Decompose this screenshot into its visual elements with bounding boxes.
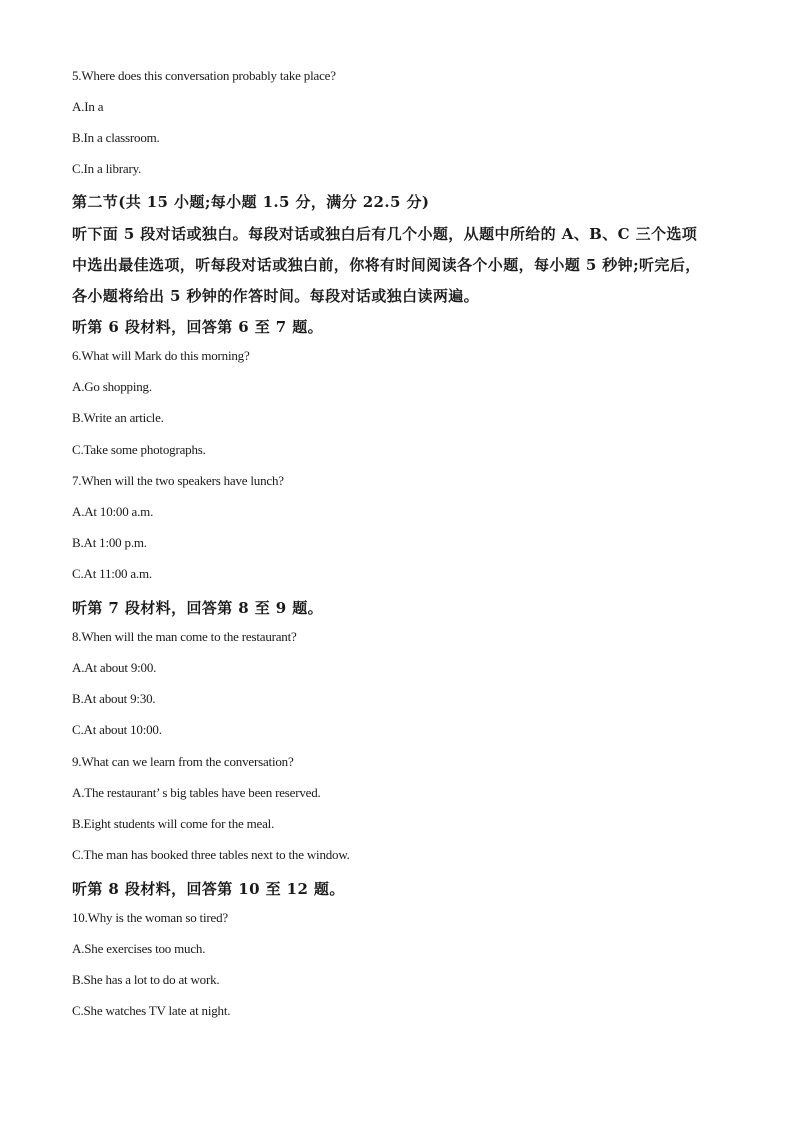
option-7a: A.At 10:00 a.m. — [72, 504, 154, 519]
option-9c: C.The man has booked three tables next to the window. — [72, 847, 350, 862]
option-8c: C.At about 10:00. — [72, 722, 162, 737]
question-6-text: 6.What will Mark do this morning? — [72, 348, 250, 363]
option-5b: B.In a classroom. — [72, 130, 160, 145]
option-10b: B.She has a lot to do at work. — [72, 972, 220, 987]
material-6-heading: 听第 6 段材料，回答第 6 至 7 题。 — [72, 318, 324, 336]
instructions-line-1: 听下面 5 段对话或独白。每段对话或独白后有几个小题，从题中所给的 A、B、C 三个选项 — [72, 225, 698, 243]
option-6a: A.Go shopping. — [72, 379, 152, 394]
option-5c: C.In a library. — [72, 161, 142, 176]
option-6c: C.Take some photographs. — [72, 442, 206, 457]
question-8-text: 8.When will the man come to the restaurant? — [72, 629, 297, 644]
question-10-text: 10.Why is the woman so tired? — [72, 910, 228, 925]
instructions-line-2: 中选出最佳选项，听每段对话或独白前，你将有时间阅读各个小题，每小题 5 秒钟;听完后， — [72, 256, 701, 274]
material-8-heading: 听第 8 段材料，回答第 10 至 12 题。 — [72, 880, 345, 898]
option-6b: B.Write an article. — [72, 410, 164, 425]
option-8a: A.At about 9:00. — [72, 660, 157, 675]
option-5a: A.In a — [72, 99, 104, 114]
section-heading: 第二节(共 15 小题;每小题 1.5 分，满分 22.5 分) — [72, 193, 430, 211]
option-10a: A.She exercises too much. — [72, 941, 206, 956]
instructions-line-3: 各小题将给出 5 秒钟的作答时间。每段对话或独白读两遍。 — [72, 287, 480, 305]
option-9a: A.The restaurant’ s big tables have been reserved. — [72, 785, 321, 800]
question-7-text: 7.When will the two speakers have lunch? — [72, 473, 284, 488]
option-9b: B.Eight students will come for the meal. — [72, 816, 275, 831]
material-7-heading: 听第 7 段材料，回答第 8 至 9 题。 — [72, 599, 324, 617]
option-7b: B.At 1:00 p.m. — [72, 535, 147, 550]
option-8b: B.At about 9:30. — [72, 691, 156, 706]
question-5-text: 5.Where does this conversation probably take place? — [72, 68, 336, 83]
option-7c: C.At 11:00 a.m. — [72, 566, 152, 581]
option-10c: C.She watches TV late at night. — [72, 1003, 231, 1018]
question-9-text: 9.What can we learn from the conversation? — [72, 754, 294, 769]
